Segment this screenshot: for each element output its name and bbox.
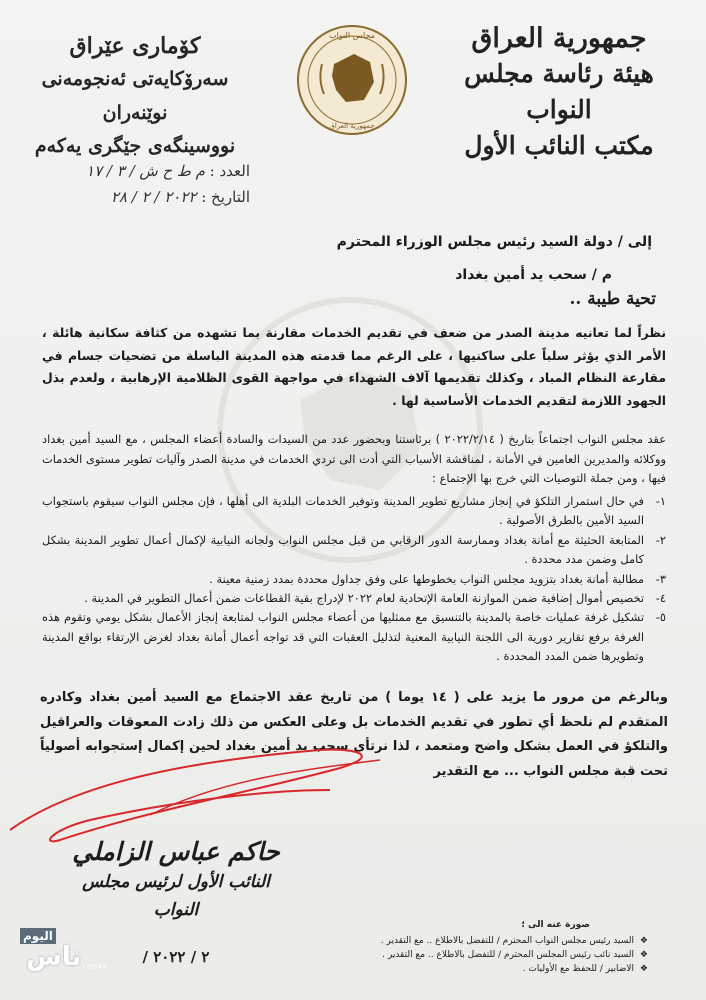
header-ku-line1: كۆماری عێراق [69,33,201,59]
signatory-name: حاكم عباس الزاملي [72,837,280,866]
signatory-title: النائب الأول لرئيس مجلس النواب [82,872,270,920]
header-ku-line3: نووسینگەی جێگری یەکەم [34,135,236,157]
date-value: ٢٠٢٢ / ٢ / ٢٨ [110,188,197,206]
item-number: ٥- [655,610,666,625]
source-logo-big: ناس [26,942,82,972]
item-number: ٣- [655,571,666,586]
body-paragraph-1: نظراً لما تعانيه مدينة الصدر من ضعف في تقديم الخدمات مقارنة بما تشهده من كثافة سكانية هائلة ، الأمر الذي يؤثر سلباً على ساكنيها ، على الرغم مما قدمته هذه المدينة الباسلة من تضحيات جسام في مقارعة النظام المباد ، وكذلك تقديمها آلاف الشهداء في مواجهة القوى الظلامية الإرهابية ، ولعدم بذل الجهود اللازمة لتقديم الخدمات الأساسية لها . [42,325,666,408]
reference-date [40,184,250,210]
item-number: ١- [655,494,666,508]
subject-line: م / سحب يد أمين بغداد [455,267,612,283]
cc-list [348,918,648,976]
source-logo [20,928,128,976]
item-text: مطالبة أمانة بغداد بتزويد مجلس النواب بخطوطها على وفق جداول محددة بمدد زمنية معينة . [209,571,644,586]
recommendation-item [42,492,666,531]
bullet-icon: ❖ [639,936,648,946]
header-ku-line2: سەرۆکایەتی ئەنجومەنی نوێنەران [41,68,229,124]
body-paragraph-2: عقد مجلس النواب اجتماعاً بتاريخ ( ٢٠٢٢/٢/١٤ ) برئاستنا وبحضور عدد من السيدات والسادة أعضاء المجلس ، مع السيد أمين بغداد ووكلائه والمديرين العامين في الأمانة ، لمناقشة الأسباب التي أدت الى تردي الخدمات في مدينة الصدر وآليات تطوير مستوى الخدمات فيها ، ومن جملة التوصيات التي خرج بها الإجتماع : [42,432,666,486]
header-ar-line1: جمهورية العراق [471,23,647,54]
greeting: تحية طيبة .. [569,289,656,309]
item-number: ٤- [655,591,666,606]
cc-item-text: السيد نائب رئيس المجلس المحترم / للتفضل بالاطلاع .. مع التقدير . [382,950,634,960]
emblem-top-text: مجلس النواب [329,31,375,40]
item-text: المتابعة الحثيثة مع أمانة بغداد وممارسة الدور الرقابي من قبل مجلس النواب ولجانه النيابية لإكمال أعمال تطوير المدينة بشكل كامل وضمن مدد محددة . [42,532,644,567]
recommendation-item [42,570,666,589]
number-label: العدد : [209,162,250,180]
recommendation-item [42,531,666,570]
item-text: تخصيص أموال إضافية ضمن الموازنة العامة الإتحادية لعام ٢٠٢٢ لإدراج بقية القطاعات ضمن أعمال التطوير في المدينة . [84,591,644,606]
cc-item-text: الاضابير / للحفظ مع الأوليات . [522,964,634,974]
recommendation-item [42,589,666,608]
addressee-to: إلى / دولة السيد رئيس مجلس الوزراء المحترم [336,234,652,250]
source-logo-en: TODAY [82,964,108,971]
date-label: التاريخ : [201,188,250,206]
bullet-icon: ❖ [639,964,648,974]
cc-item [348,962,648,976]
recommendations-list [42,492,666,667]
header-ar-line2: هيئة رئاسة مجلس النواب [464,59,654,124]
header-ar-line3: مكتب النائب الأول [464,131,654,160]
header-arabic [444,22,674,164]
cc-item [348,948,648,962]
reference-number [40,158,250,184]
cc-item [348,934,648,948]
item-number: ٢- [655,532,666,547]
number-value: م ط ح ش / ٣ / ١٧ [86,162,205,180]
source-logo-small: اليوم [20,928,56,944]
signature-date: / ٢ / ٢٠٢٢ [142,948,210,966]
item-text: تشكيل غرفة عمليات خاصة بالمدينة بالتنسيق مع ممثليها من أعضاء مجلس النواب لمتابعة إنجاز الأعمال بشكل يومي وتقوم هذه الغرفة برفع تقارير دورية الى اللجنة النيابية المعنية لتذليل العقبات التي قد تواجه أعمال أمانة بغداد لغرض الإرتقاء بواقع المدينة وتطويرها ضمن المدد المحددة . [42,610,644,664]
recommendation-item [42,608,666,666]
body-paragraph-3: وبالرغم من مرور ما يزيد على ( ١٤ يوما ) من تاريخ عقد الاجتماع مع السيد أمين بغداد وكادره المتقدم لم نلحظ أي تطور في تقديم الخدمات بل وعلى العكس من ذلك زادت المعوقات والعراقيل والتلكؤ في العمل بشكل واضح ومتعمد ، لذا نرتأي سحب يد أمين بغداد لحين إكمال إستجوابه أصولياً تحت قبة مجلس النواب ... مع التقدير [40,690,668,779]
header-kurdish [26,30,244,162]
parliament-emblem [296,24,408,136]
emblem-bottom-text: جمهورية العراق [329,122,375,130]
bullet-icon: ❖ [639,950,648,960]
cc-title: صورة عنه الى ؛ [521,920,590,930]
item-text: في حال استمرار التلكؤ في إنجاز مشاريع تطوير المدينة وتوفير الخدمات البلدية الى أهلها ، فإن مجلس النواب سيقوم باستجواب السيد الأمين بالطرق الأصولية . [42,494,644,528]
cc-item-text: السيد رئيس مجلس النواب المحترم / للتفضل بالاطلاع .. مع التقدير . [380,936,634,946]
addressee-block [52,226,652,292]
reference-block [40,158,250,210]
